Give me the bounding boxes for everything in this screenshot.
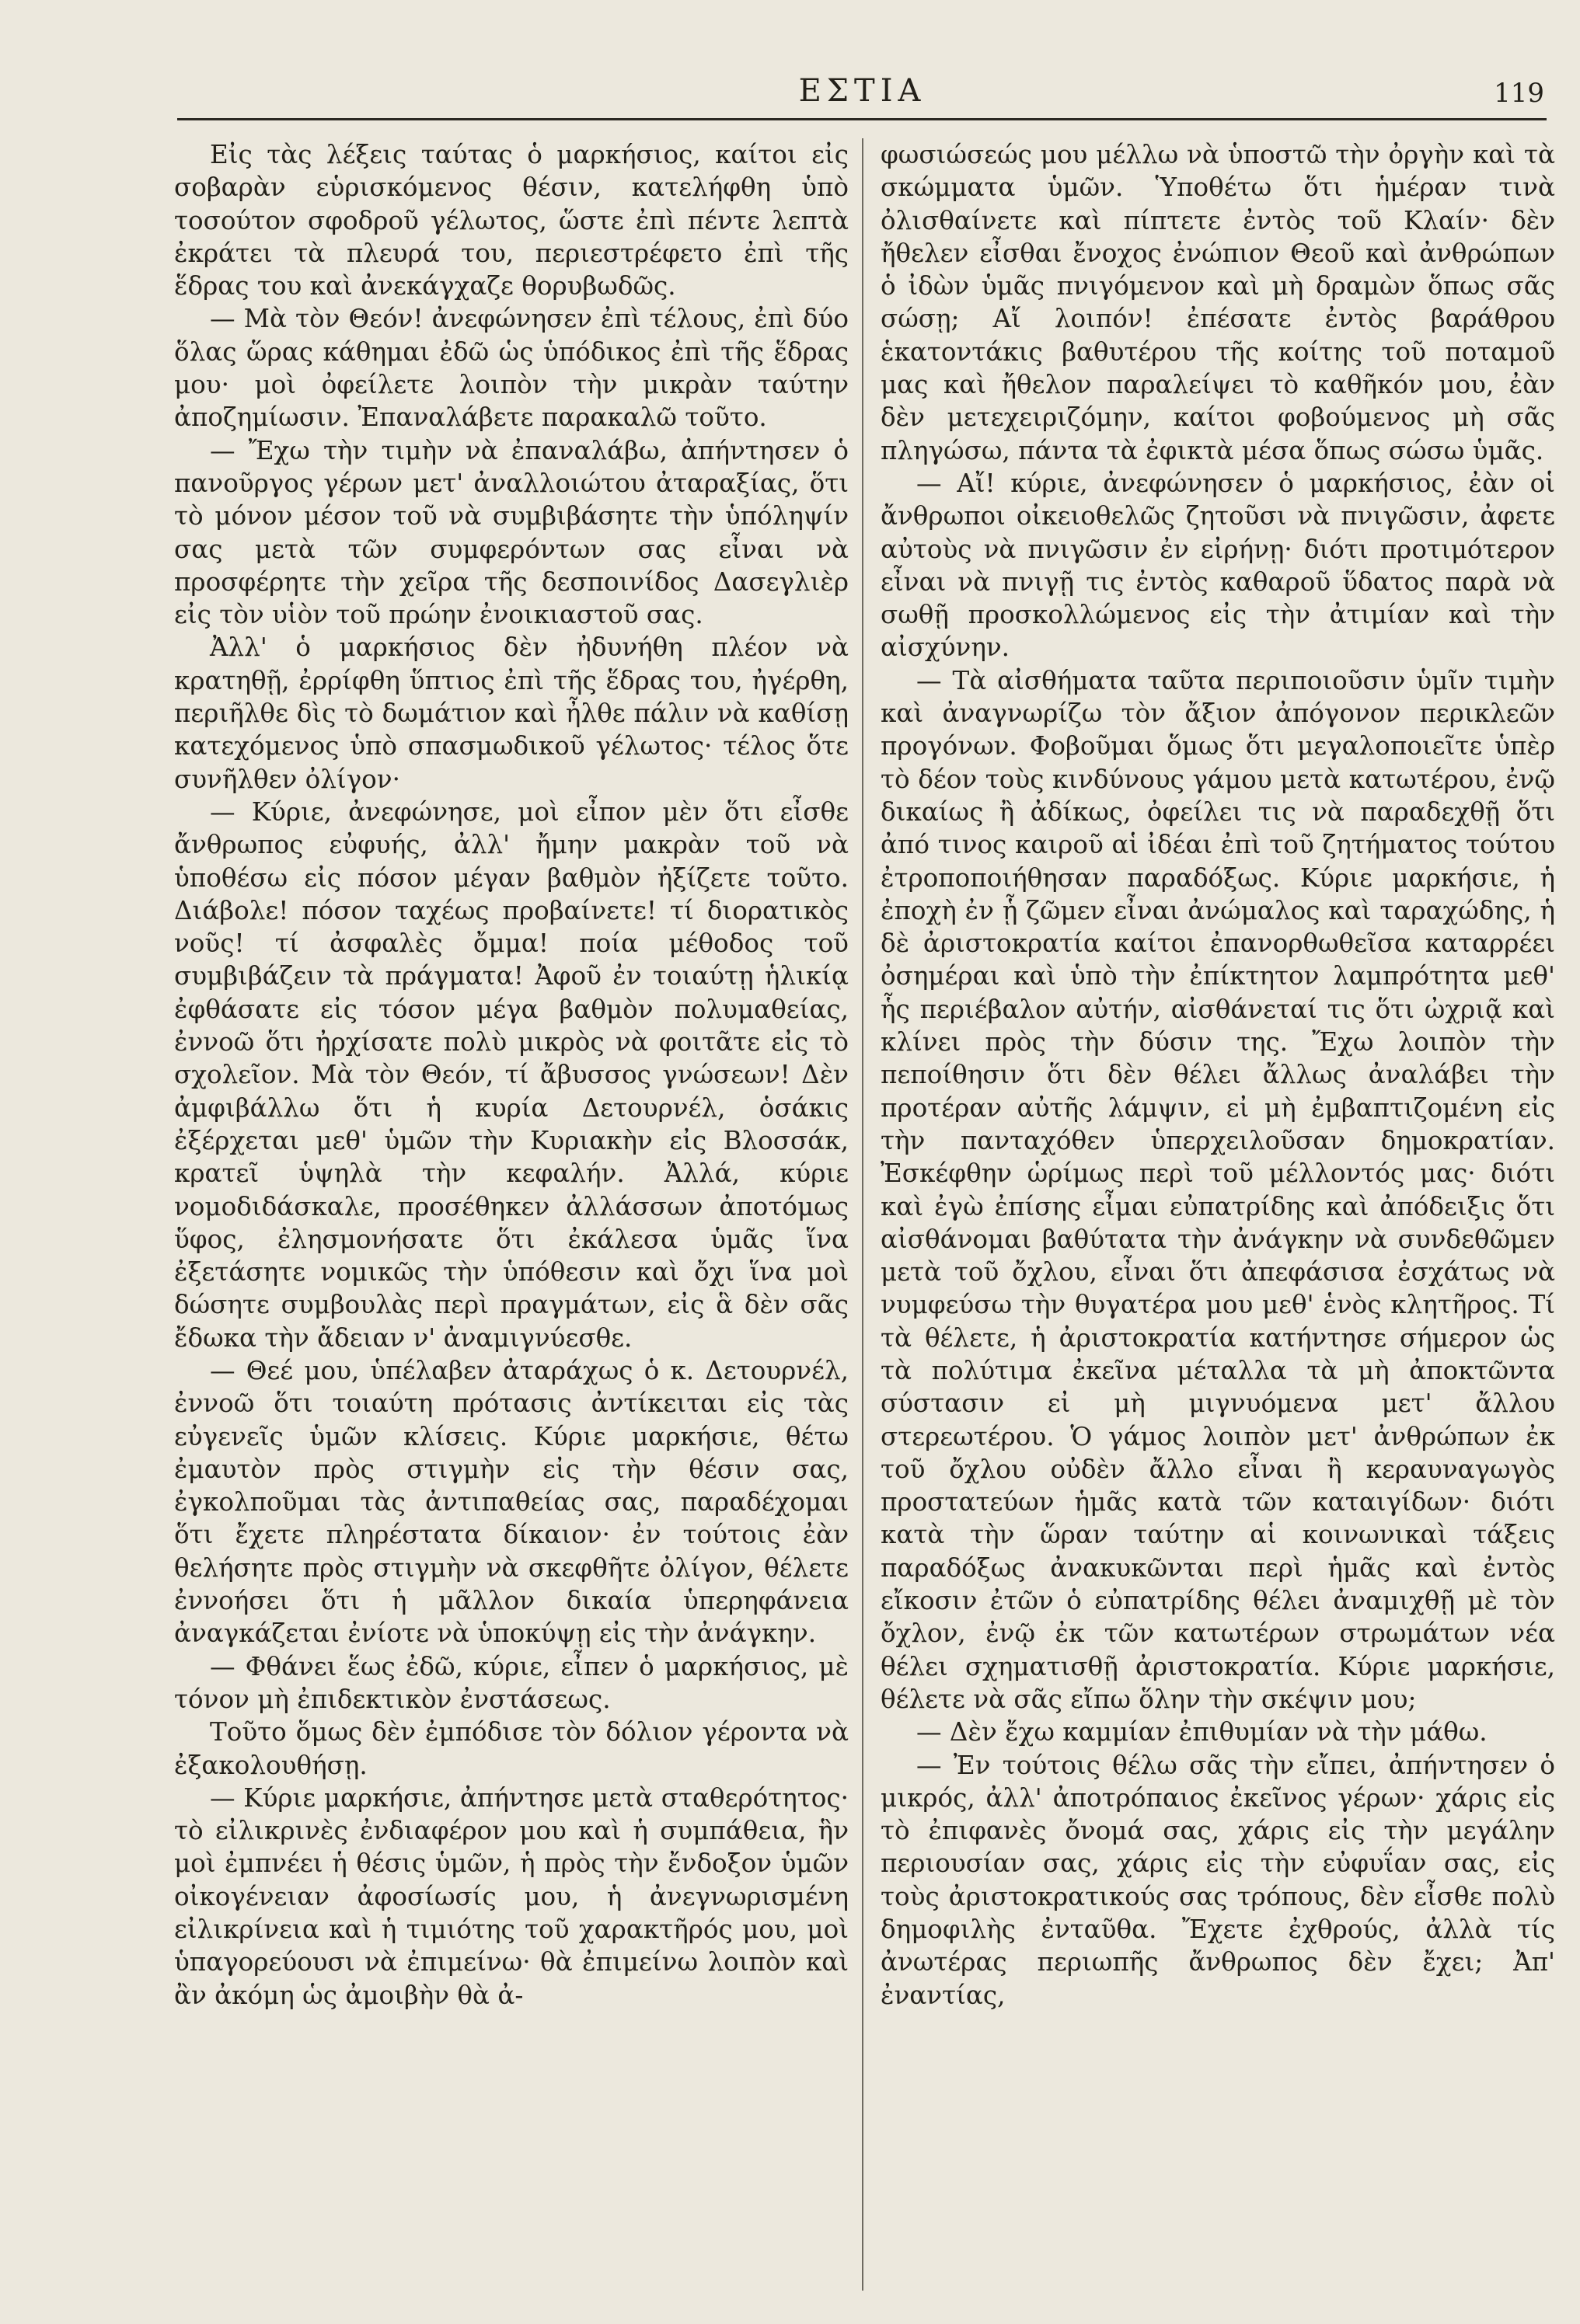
paragraph: — Κύριε, ἀνεφώνησε, μοὶ εἶπον μὲν ὅτι εἶσθε ἄνθρωπος εὐφυής, ἀλλ' ἤμην μακρὰν τοῦ νὰ ὑποθέσω εἰς πόσον μέγαν βαθμὸν ἠξίζετε τοῦτο. Διάβολε! πόσον ταχέως προβαίνετε! τί διορατικὸς νοῦς! τί ἀσφαλὲς ὄμμα! ποία μέθοδος τοῦ συμβιβάζειν τὰ πράγματα! Ἀφοῦ ἐν τοιαύτῃ ἡλικίᾳ ἐφθάσατε εἰς τόσον μέγα βαθμὸν πολυμαθείας, ἐννοῶ ὅτι ἠρχίσατε πολὺ μικρὸς νὰ φοιτᾶτε εἰς τὸ σχολεῖον. Μὰ τὸν Θεόν, τί ἄβυσσος γνώσεων! Δὲν ἀμφιβάλλω ὅτι ἡ κυρία Δετουρνέλ, ὁσάκις ἐξέρχεται μεθ' ὑμῶν τὴν Κυριακὴν εἰς Βλοσσάκ, κρατεῖ ὑψηλὰ τὴν κεφαλήν. Ἀλλά, κύριε νομοδιδάσκαλε, προσέθηκεν ἀλλάσσων ἀποτόμως ὕφος, ἐλησμονήσατε ὅτι ἐκάλεσα ὑμᾶς ἵνα ἐξετάσητε νομικῶς τὴν ὑπόθεσιν καὶ ὄχι ἵνα μοὶ δώσητε συμβουλὰς περὶ πραγμάτων, εἰς ἃ δὲν σᾶς ἔδωκα τὴν ἄδειαν ν' ἀναμιγνύεσθε.	[174, 796, 849, 1353]
paragraph: — Δὲν ἔχω καμμίαν ἐπιθυμίαν νὰ τὴν μάθω.	[916, 1717, 1488, 1747]
paragraph: — Αἴ! κύριε, ἀνεφώνησεν ὁ μαρκήσιος, ἐὰν οἱ ἄνθρωποι οἰκειοθελῶς ζητοῦσι νὰ πνιγῶσιν, ἀφετε αὐτοὺς νὰ πνιγῶσιν ἐν εἰρήνῃ· διότι προτιμότερον εἶναι νὰ πνιγῇ τις ἐντὸς καθαροῦ ὕδατος παρὰ νὰ σωθῇ προσκολλώμενος εἰς τὴν ἀτιμίαν καὶ τὴν αἰσχύνην.	[881, 468, 1555, 663]
running-head	[180, 68, 1544, 118]
paragraph: — Κύριε μαρκήσιε, ἀπήντησε μετὰ σταθερότητος· τὸ εἰλικρινὲς ἐνδιαφέρον μου καὶ ἡ συμπάθεια, ἣν μοὶ ἐμπνέει ἡ θέσις ὑμῶν, ἡ πρὸς τὴν ἔνδοξον ὑμῶν οἰκογένειαν ἀφοσίωσίς μου, ἡ ἀνεγνωρισμένη εἰλικρίνεια καὶ ἡ τιμιότης τοῦ χαρακτῆρός μου, μοὶ ὑπαγορεύουσι νὰ ἐπιμείνω· θὰ ἐπιμείνω λοιπὸν καὶ ἂν ἀκόμη ὡς ἀμοιβὴν θὰ ἀ-	[174, 1782, 849, 2010]
paragraph: Εἰς τὰς λέξεις ταύτας ὁ μαρκήσιος, καίτοι εἰς σοβαρὰν εὑρισκόμενος θέσιν, κατελήφθη ὑπὸ τοσούτον σφοδροῦ γέλωτος, ὥστε ἐπὶ πέντε λεπτὰ ἐκράτει τὰ πλευρά του, περιεστρέφετο ἐπὶ τῆς ἕδρας του καὶ ἀνεκάγχαζε θορυβωδῶς.	[174, 140, 849, 301]
right-text-column	[881, 138, 1555, 2298]
paragraph: φωσιώσεώς μου μέλλω νὰ ὑποστῶ τὴν ὀργὴν καὶ τὰ σκώμματα ὑμῶν. Ὑποθέτω ὅτι ἡμέραν τινὰ ὀλισθαίνετε καὶ πίπτετε ἐντὸς τοῦ Κλαίν· δὲν ἤθελεν εἶσθαι ἔνοχος ἐνώπιον Θεοῦ καὶ ἀνθρώπων ὁ ἰδὼν ὑμᾶς πνιγόμενον καὶ μὴ δραμὼν ὅπως σᾶς σώσῃ; Αἴ λοιπόν! ἐπέσατε ἐντὸς βαράθρου ἑκατοντάκις βαθυτέρου τῆς κοίτης τοῦ ποταμοῦ μας καὶ ἤθελον παραλείψει τὸ καθῆκόν μου, ἐὰν δὲν μετεχειριζόμην, καίτοι φοβούμενος μὴ σᾶς πληγώσω, πάντα τὰ ἐφικτὰ μέσα ὅπως σώσω ὑμᾶς.	[881, 140, 1555, 465]
column-divider	[862, 138, 863, 2291]
paragraph: — Θεέ μου, ὑπέλαβεν ἀταράχως ὁ κ. Δετουρνέλ, ἐννοῶ ὅτι τοιαύτη πρότασις ἀντίκειται εἰς τὰς εὐγενεῖς ὑμῶν κλίσεις. Κύριε μαρκήσιε, θέτω ἐμαυτὸν πρὸς στιγμὴν εἰς τὴν θέσιν σας, ἐγκολποῦμαι τὰς ἀντιπαθείας σας, παραδέχομαι ὅτι ἔχετε πληρέστατα δίκαιον· ἐν τούτοις ἐὰν θελήσητε πρὸς στιγμὴν νὰ σκεφθῆτε ὀλίγον, θέλετε ἐννοήσει ὅτι ἡ μᾶλλον δικαία ὑπερηφάνεια ἀναγκάζεται ἐνίοτε νὰ ὑποκύψῃ εἰς τὴν ἀνάγκην.	[174, 1355, 849, 1649]
paragraph: Τοῦτο ὅμως δὲν ἐμπόδισε τὸν δόλιον γέροντα νὰ ἐξακολουθήσῃ.	[174, 1717, 849, 1780]
paragraph: — Φθάνει ἕως ἐδῶ, κύριε, εἶπεν ὁ μαρκήσιος, μὲ τόνον μὴ ἐπιδεκτικὸν ἐνστάσεως.	[174, 1651, 849, 1714]
journal-title: ΕΣΤΙΑ	[798, 73, 926, 109]
paragraph: Ἀλλ' ὁ μαρκήσιος δὲν ἠδυνήθη πλέον νὰ κρατηθῇ, ἐρρίφθη ὕπτιος ἐπὶ τῆς ἕδρας του, ἠγέρθη, περιῆλθε δὶς τὸ δωμάτιον καὶ ἦλθε πάλιν νὰ καθίσῃ κατεχόμενος ὑπὸ σπασμωδικοῦ γέλωτος· τέλος ὅτε συνῆλθεν ὀλίγον·	[174, 632, 849, 794]
paragraph: — Τὰ αἰσθήματα ταῦτα περιποιοῦσιν ὑμῖν τιμὴν καὶ ἀναγνωρίζω τὸν ἄξιον ἀπόγονον περικλεῶν προγόνων. Φοβοῦμαι ὅμως ὅτι μεγαλοποιεῖτε ὑπὲρ τὸ δέον τοὺς κινδύνους γάμου μετὰ κατωτέρου, ἐνῷ δικαίως ἢ ἀδίκως, ὀφείλει τις νὰ παραδεχθῇ ὅτι ἀπό τινος καιροῦ αἱ ἰδέαι ἐπὶ τοῦ ζητήματος τούτου ἐτροποποιήθησαν παραδόξως. Κύριε μαρκήσιε, ἡ ἐποχὴ ἐν ᾗ ζῶμεν εἶναι ἀνώμαλος καὶ ταραχώδης, ἡ δὲ ἀριστοκρατία καίτοι ἐπανορθωθεῖσα καταρρέει ὀσημέραι καὶ ὑπὸ τὴν ἐπίκτητον λαμπρότητα μεθ' ἧς περιέβαλον αὐτήν, αἰσθάνεταί τις ὅτι ὠχριᾷ καὶ κλίνει πρὸς τὴν δύσιν της. Ἔχω λοιπὸν τὴν πεποίθησιν ὅτι δὲν θέλει ἄλλως ἀναλάβει τὴν προτέραν αὐτῆς λάμψιν, εἰ μὴ ἐμβαπτιζομένη εἰς τὴν πανταχόθεν ὑπερχειλοῦσαν δημοκρατίαν. Ἐσκέφθην ὡρίμως περὶ τοῦ μέλλοντός μας· διότι καὶ ἐγὼ ἐπίσης εἶμαι εὐπατρίδης καὶ ἀπόδειξις ὅτι αἰσθάνομαι βαθύτατα τὴν ἀνάγκην νὰ συνδεθῶμεν μετὰ τοῦ ὄχλου, εἶναι ὅτι ἀπεφάσισα ἐσχάτως νὰ νυμφεύσω τὴν θυγατέρα μου μεθ' ἑνὸς κλητῆρος. Τί τὰ θέλετε, ἡ ἀριστοκρατία κατήντησε σήμερον ὡς τὰ πολύτιμα ἐκεῖνα μέταλλα τὰ μὴ ἀποκτῶντα σύστασιν εἰ μὴ μιγνυόμενα μετ' ἄλλου στερεωτέρου. Ὁ γάμος λοιπὸν μετ' ἀνθρώπων ἐκ τοῦ ὄχλου οὐδὲν ἄλλο εἶναι ἢ κεραυναγωγὸς προστατεύων ἡμᾶς κατὰ τῶν καταιγίδων· διότι κατὰ τὴν ὥραν ταύτην αἱ κοινωνικαὶ τάξεις παραδόξως ἀνακυκῶνται περὶ ἡμᾶς καὶ ἐντὸς εἴκοσιν ἐτῶν ὁ εὐπατρίδης θέλει ἀναμιχθῇ μὲ τὸν ὄχλον, ἐνῷ ἐκ τῶν κατωτέρων στρωμάτων νέα θέλει σχηματισθῇ ἀριστοκρατία. Κύριε μαρκήσιε, θέλετε νὰ σᾶς εἴπω ὅλην τὴν σκέψιν μου;	[881, 665, 1555, 1714]
paragraph: — Ἔχω τὴν τιμὴν νὰ ἐπαναλάβω, ἀπήντησεν ὁ πανοῦργος γέρων μετ' ἀναλλοιώτου ἀταραξίας, ὅτι τὸ μόνον μέσον τοῦ νὰ συμβιβάσητε τὴν ὑπόληψίν σας μετὰ τῶν συμφερόντων σας εἶναι νὰ προσφέρητε τὴν χεῖρα τῆς δεσποινίδος Δασεγλιὲρ εἰς τὸν υἱὸν τοῦ πρώην ἐνοικιαστοῦ σας.	[174, 435, 849, 630]
paragraph: — Ἐν τούτοις θέλω σᾶς τὴν εἴπει, ἀπήντησεν ὁ μικρός, ἀλλ' ἀποτρόπαιος ἐκεῖνος γέρων· χάρις εἰς τὸ ἐπιφανὲς ὄνομά σας, χάρις εἰς τὴν μεγάλην περιουσίαν σας, χάρις εἰς τὴν εὐφυΐαν σας, εἰς τοὺς ἀριστοκρατικούς σας τρόπους, δὲν εἶσθε πολὺ δημοφιλὴς ἐνταῦθα. Ἔχετε ἐχθρούς, ἀλλὰ τίς ἀνωτέρας περιωπῆς ἄνθρωπος δὲν ἔχει; Ἀπ' ἐναντίας,	[881, 1750, 1555, 2010]
header-rule	[177, 118, 1547, 120]
page-number: 119	[1494, 78, 1544, 109]
left-text-column	[174, 138, 849, 2298]
paragraph: — Μὰ τὸν Θεόν! ἀνεφώνησεν ἐπὶ τέλους, ἐπὶ δύο ὅλας ὥρας κάθημαι ἐδῶ ὡς ὑπόδικος ἐπὶ τῆς ἕδρας μου· μοὶ ὀφείλετε λοιπὸν τὴν μικρὰν ταύτην ἀποζημίωσιν. Ἐπαναλάβετε παρακαλῶ τοῦτο.	[174, 304, 849, 433]
